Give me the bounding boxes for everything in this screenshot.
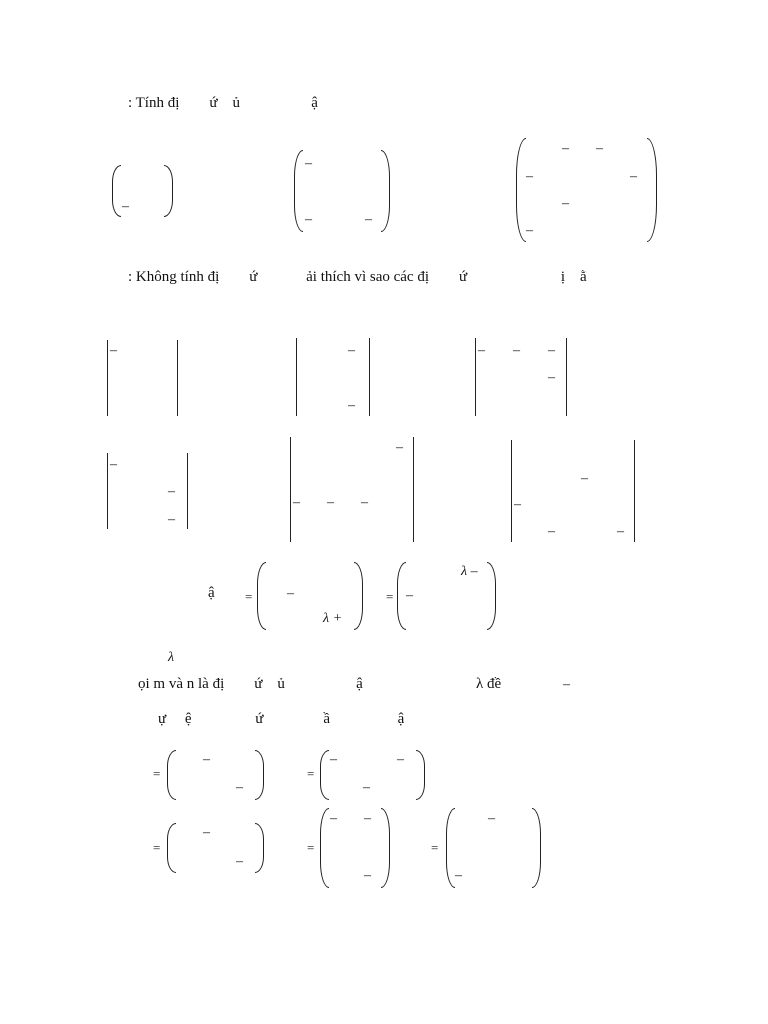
dash: –	[305, 156, 312, 171]
determinant-bar	[511, 440, 512, 542]
determinant-bar	[290, 437, 291, 542]
dash: –	[455, 868, 462, 883]
lambda-plus: λ +	[323, 611, 343, 626]
dash: –	[348, 398, 355, 413]
dash: –	[617, 524, 624, 539]
matrix-right-paren	[487, 562, 496, 630]
matrix-left-paren	[257, 562, 266, 630]
matrix-left-paren	[446, 808, 455, 888]
equals-sign: =	[307, 840, 315, 855]
dash: –	[122, 199, 129, 214]
dash: –	[168, 484, 175, 499]
determinant-bar	[107, 453, 108, 529]
lambda-minus: λ –	[461, 564, 478, 579]
matrix-right-paren	[255, 823, 264, 873]
determinant-bar	[369, 338, 370, 416]
matrix-right-paren	[381, 808, 390, 888]
dash: –	[406, 588, 413, 603]
exercise-2-heading: : Không tính đị ứ ải thích vì sao các đị ứ ị ằ	[128, 269, 587, 285]
exercise-1-heading: : Tính đị ứ ủ ậ	[128, 95, 318, 111]
determinant-bar	[566, 338, 567, 416]
dash: –	[562, 196, 569, 211]
determinant-bar	[475, 338, 476, 416]
dash: –	[110, 457, 117, 472]
matrix-left-paren	[320, 808, 329, 888]
exercise-3-subheading: ự ệ ứ ầ ậ	[158, 711, 405, 727]
dash: –	[526, 169, 533, 184]
equals-sign: =	[153, 840, 161, 855]
dash: –	[478, 343, 485, 358]
dash: –	[548, 343, 555, 358]
equals-sign: =	[386, 589, 394, 604]
determinant-bar	[107, 340, 108, 416]
equals-sign: =	[153, 766, 161, 781]
dash: –	[364, 868, 371, 883]
matrix-right-paren	[647, 138, 657, 242]
dash: –	[330, 811, 337, 826]
dash: –	[110, 343, 117, 358]
dash: –	[563, 677, 570, 692]
matrix-left-paren	[167, 823, 176, 873]
dash: –	[361, 495, 368, 510]
matrix-left-paren	[320, 750, 329, 800]
matrix-left-paren	[516, 138, 526, 242]
dash: –	[236, 780, 243, 795]
equals-sign: =	[431, 840, 439, 855]
dash: –	[396, 440, 403, 455]
determinant-bar	[413, 437, 414, 542]
matrix-left-paren	[167, 750, 176, 800]
dash: –	[397, 752, 404, 767]
dash: –	[630, 169, 637, 184]
dash: –	[364, 811, 371, 826]
dash: –	[581, 471, 588, 486]
matrix-right-paren	[164, 165, 173, 217]
dash: –	[548, 370, 555, 385]
matrix-right-paren	[416, 750, 425, 800]
determinant-bar	[177, 340, 178, 416]
determinant-bar	[296, 338, 297, 416]
dash: –	[365, 212, 372, 227]
matrix-right-paren	[532, 808, 541, 888]
dash: –	[168, 512, 175, 527]
dash: –	[203, 825, 210, 840]
lambda-symbol: λ	[168, 650, 175, 665]
equals-sign: =	[245, 589, 253, 604]
dash: –	[305, 212, 312, 227]
dash: –	[363, 780, 370, 795]
determinant-bar	[634, 440, 635, 542]
determinant-bar	[187, 453, 188, 529]
dash: –	[203, 752, 210, 767]
matrix-a-label: ậ	[208, 585, 215, 601]
dash: –	[293, 495, 300, 510]
dash: –	[562, 141, 569, 156]
matrix-left-paren	[294, 150, 303, 232]
dash: –	[287, 586, 294, 601]
equals-sign: =	[307, 766, 315, 781]
dash: –	[236, 854, 243, 869]
exercise-3-condition: λ đề	[476, 676, 502, 692]
dash: –	[330, 752, 337, 767]
matrix-left-paren	[112, 165, 121, 217]
matrix-right-paren	[255, 750, 264, 800]
matrix-right-paren	[354, 562, 363, 630]
dash: –	[513, 343, 520, 358]
dash: –	[488, 811, 495, 826]
dash: –	[526, 223, 533, 238]
matrix-left-paren	[397, 562, 406, 630]
dash: –	[548, 524, 555, 539]
dash: –	[514, 497, 521, 512]
exercise-3-heading: ọi m và n là đị ứ ủ ậ	[138, 676, 363, 692]
dash: –	[596, 141, 603, 156]
dash: –	[348, 343, 355, 358]
matrix-right-paren	[381, 150, 390, 232]
dash: –	[327, 495, 334, 510]
